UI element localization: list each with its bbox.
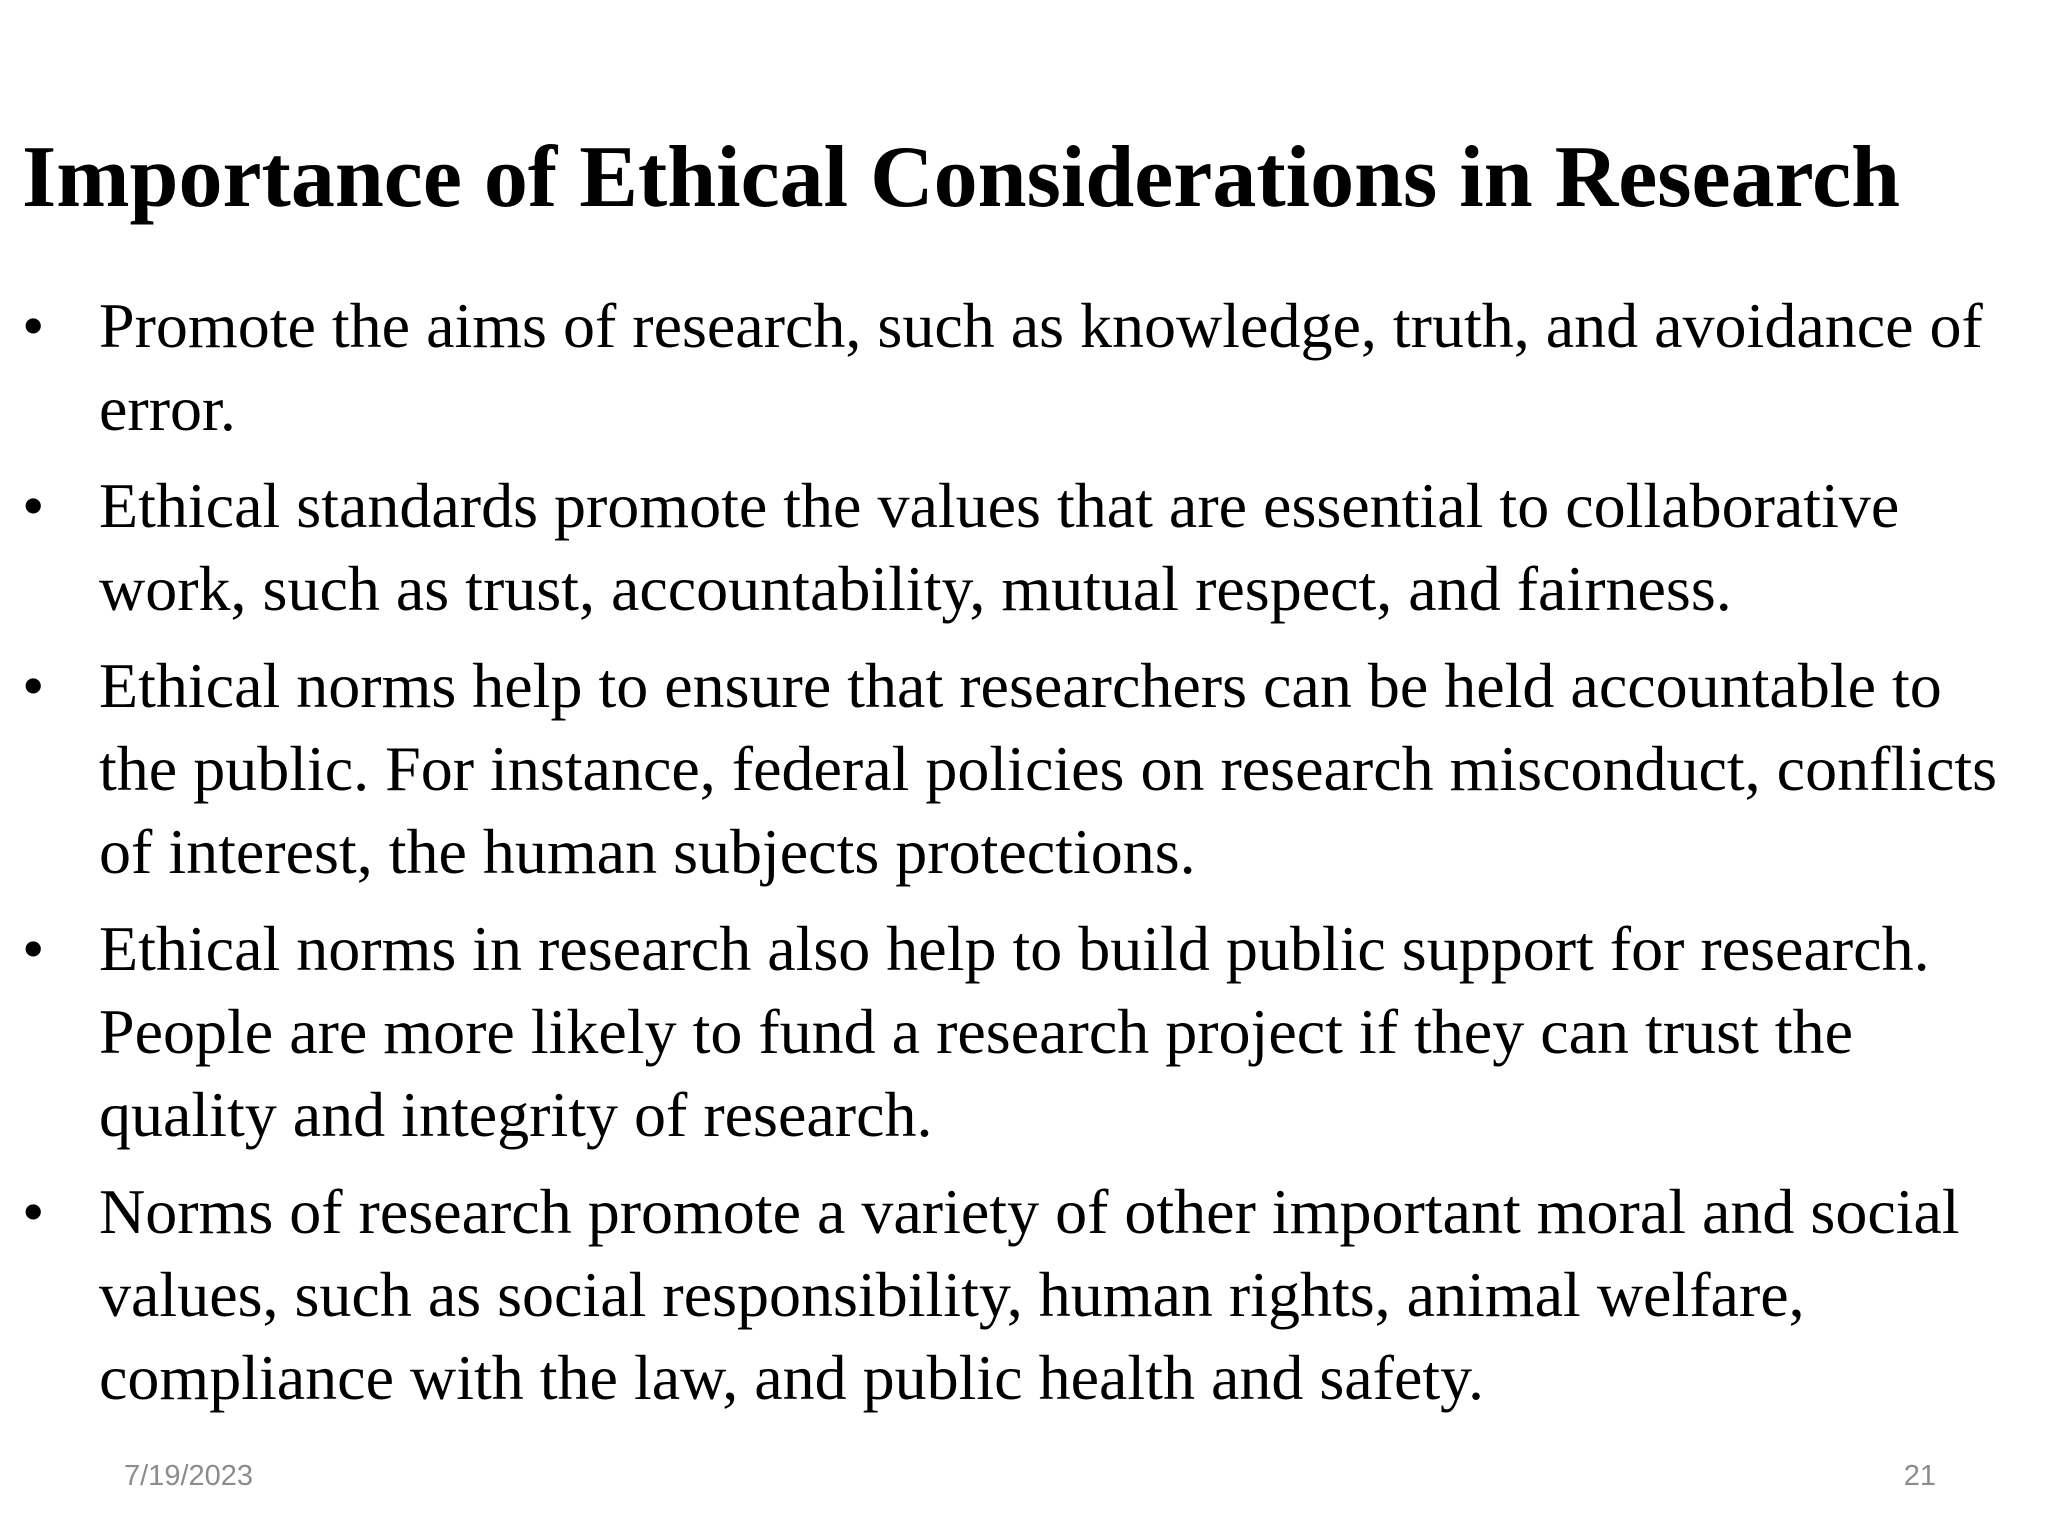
bullet-dot-icon: • xyxy=(22,913,45,984)
bullet-dot-icon: • xyxy=(22,650,45,721)
bullet-list xyxy=(22,284,2032,1433)
bullet-item xyxy=(22,907,2032,1156)
footer-page-number: 21 xyxy=(1903,1460,1936,1492)
bullet-dot-icon: • xyxy=(22,1176,45,1247)
bullet-text: Ethical standards promote the values that are essential to collaborative work, such as trust, accountability, mutual respect, and fairness. xyxy=(99,470,1900,624)
bullet-item xyxy=(22,1170,2032,1419)
footer-date: 7/19/2023 xyxy=(124,1460,254,1492)
slide-title: Importance of Ethical Considerations in Research xyxy=(22,129,1901,226)
bullet-item xyxy=(22,644,2032,893)
bullet-text: Ethical norms in research also help to build public support for research. People are more likely to fund a research project if they can trust the quality and integrity of research. xyxy=(99,913,1930,1150)
bullet-item xyxy=(22,464,2032,630)
bullet-text: Norms of research promote a variety of other important moral and social values, such as social responsibility, human rights, animal welfare, compliance with the law, and public health and safety. xyxy=(99,1176,1960,1413)
bullet-dot-icon: • xyxy=(22,290,45,361)
bullet-text: Promote the aims of research, such as knowledge, truth, and avoidance of error. xyxy=(99,290,1983,444)
bullet-dot-icon: • xyxy=(22,470,45,541)
bullet-item xyxy=(22,284,2032,450)
bullet-text: Ethical norms help to ensure that researchers can be held accountable to the public. For instance, federal policies on research misconduct, conflicts of interest, the human subjects protections. xyxy=(99,650,1998,887)
